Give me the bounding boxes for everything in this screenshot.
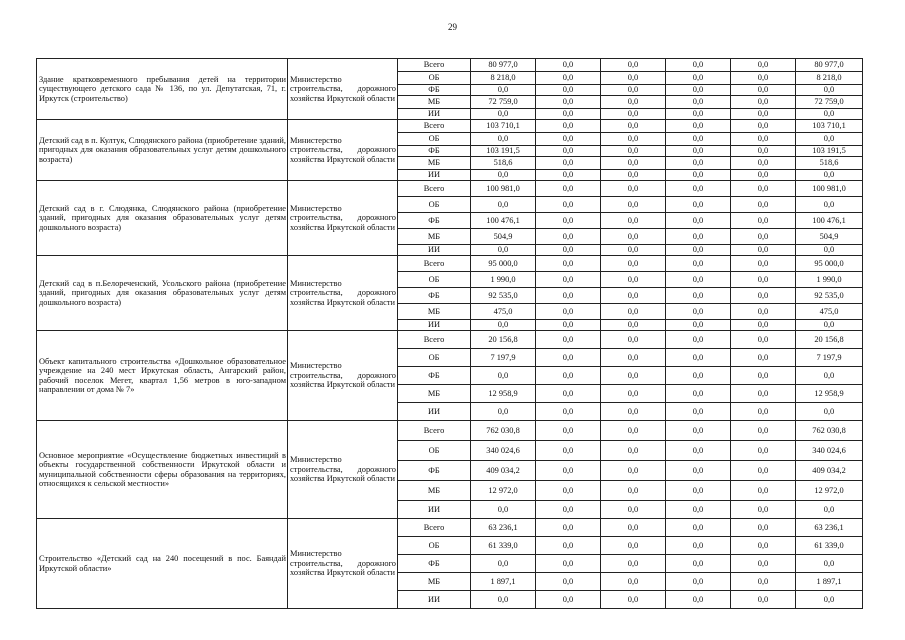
funding-source: МБ [398, 96, 471, 109]
value-cell: 0,0 [601, 213, 666, 229]
value-cell: 0,0 [731, 304, 796, 320]
value-cell: 0,0 [731, 349, 796, 367]
value-cell: 0,0 [536, 461, 601, 481]
value-cell: 7 197,9 [471, 349, 536, 367]
total-cell: 0,0 [796, 320, 863, 331]
value-cell: 0,0 [601, 304, 666, 320]
value-cell: 0,0 [471, 591, 536, 609]
value-cell: 0,0 [731, 385, 796, 403]
value-cell: 0,0 [666, 349, 731, 367]
value-cell: 92 535,0 [471, 288, 536, 304]
value-cell: 0,0 [471, 133, 536, 146]
value-cell: 0,0 [666, 555, 731, 573]
value-cell: 0,0 [731, 157, 796, 170]
value-cell: 100 476,1 [471, 213, 536, 229]
value-cell: 0,0 [666, 109, 731, 120]
value-cell: 0,0 [471, 501, 536, 519]
value-cell: 0,0 [731, 197, 796, 213]
measure-name: Детский сад в п. Култук, Слюдянского района (приобретение зданий, пригодных для оказания образовательных услуг детям дошкольного возраста) [37, 120, 288, 181]
value-cell: 0,0 [666, 519, 731, 537]
total-cell: 61 339,0 [796, 537, 863, 555]
value-cell: 0,0 [601, 181, 666, 197]
value-cell: 0,0 [731, 519, 796, 537]
value-cell: 0,0 [731, 501, 796, 519]
value-cell: 80 977,0 [471, 59, 536, 72]
funding-source: ИИ [398, 501, 471, 519]
funding-source: Всего [398, 120, 471, 133]
responsible-ministry: Министерство строительства, дорожного хозяйства Иркутской области [288, 519, 398, 609]
value-cell: 0,0 [731, 573, 796, 591]
funding-source: Всего [398, 331, 471, 349]
value-cell: 0,0 [666, 197, 731, 213]
value-cell: 0,0 [731, 59, 796, 72]
total-cell: 0,0 [796, 133, 863, 146]
total-cell: 12 958,9 [796, 385, 863, 403]
value-cell: 0,0 [601, 421, 666, 441]
funding-source: ФБ [398, 146, 471, 157]
funding-source: ОБ [398, 441, 471, 461]
value-cell: 0,0 [601, 197, 666, 213]
value-cell: 409 034,2 [471, 461, 536, 481]
value-cell: 0,0 [536, 385, 601, 403]
value-cell: 0,0 [666, 367, 731, 385]
value-cell: 0,0 [731, 320, 796, 331]
value-cell: 0,0 [601, 573, 666, 591]
value-cell: 0,0 [666, 441, 731, 461]
value-cell: 0,0 [666, 170, 731, 181]
total-cell: 518,6 [796, 157, 863, 170]
value-cell: 0,0 [731, 461, 796, 481]
total-cell: 8 218,0 [796, 72, 863, 85]
value-cell: 0,0 [536, 591, 601, 609]
value-cell: 0,0 [731, 170, 796, 181]
measure-name: Основное мероприятие «Осуществление бюджетных инвестиций в объекты государственной собственности Иркутской области и муниципальной собственности сферы образования на территориях, относящихся к сельской местности» [37, 421, 288, 519]
value-cell: 0,0 [666, 213, 731, 229]
value-cell: 0,0 [536, 146, 601, 157]
value-cell: 0,0 [601, 367, 666, 385]
value-cell: 0,0 [666, 385, 731, 403]
total-cell: 0,0 [796, 245, 863, 256]
total-cell: 1 990,0 [796, 272, 863, 288]
value-cell: 0,0 [666, 304, 731, 320]
value-cell: 0,0 [731, 133, 796, 146]
value-cell: 0,0 [536, 256, 601, 272]
value-cell: 0,0 [536, 59, 601, 72]
value-cell: 0,0 [601, 256, 666, 272]
value-cell: 0,0 [731, 109, 796, 120]
funding-source: ОБ [398, 197, 471, 213]
total-cell: 0,0 [796, 555, 863, 573]
funding-source: ФБ [398, 461, 471, 481]
funding-source: ИИ [398, 109, 471, 120]
value-cell: 0,0 [731, 481, 796, 501]
funding-source: ОБ [398, 72, 471, 85]
value-cell: 0,0 [731, 85, 796, 96]
value-cell: 63 236,1 [471, 519, 536, 537]
value-cell: 0,0 [666, 272, 731, 288]
funding-source: Всего [398, 519, 471, 537]
value-cell: 0,0 [536, 349, 601, 367]
value-cell: 0,0 [601, 461, 666, 481]
value-cell: 0,0 [536, 85, 601, 96]
value-cell: 0,0 [536, 331, 601, 349]
value-cell: 0,0 [601, 170, 666, 181]
total-cell: 80 977,0 [796, 59, 863, 72]
total-cell: 103 710,1 [796, 120, 863, 133]
value-cell: 0,0 [666, 59, 731, 72]
funding-source: ИИ [398, 245, 471, 256]
value-cell: 0,0 [536, 213, 601, 229]
value-cell: 0,0 [601, 229, 666, 245]
value-cell: 0,0 [471, 85, 536, 96]
total-cell: 409 034,2 [796, 461, 863, 481]
total-cell: 92 535,0 [796, 288, 863, 304]
total-cell: 0,0 [796, 170, 863, 181]
value-cell: 100 981,0 [471, 181, 536, 197]
value-cell: 0,0 [601, 403, 666, 421]
value-cell: 0,0 [601, 320, 666, 331]
value-cell: 0,0 [731, 555, 796, 573]
funding-table [36, 58, 863, 609]
value-cell: 0,0 [536, 304, 601, 320]
value-cell: 0,0 [666, 96, 731, 109]
value-cell: 0,0 [471, 109, 536, 120]
value-cell: 0,0 [601, 591, 666, 609]
funding-source: ИИ [398, 320, 471, 331]
responsible-ministry: Министерство строительства, дорожного хозяйства Иркутской области [288, 120, 398, 181]
funding-source: Всего [398, 421, 471, 441]
value-cell: 0,0 [536, 245, 601, 256]
funding-source: Всего [398, 181, 471, 197]
value-cell: 95 000,0 [471, 256, 536, 272]
funding-source: ОБ [398, 133, 471, 146]
total-cell: 100 476,1 [796, 213, 863, 229]
value-cell: 0,0 [471, 367, 536, 385]
total-cell: 475,0 [796, 304, 863, 320]
responsible-ministry: Министерство строительства, дорожного хозяйства Иркутской области [288, 256, 398, 331]
table-body [37, 59, 863, 609]
value-cell: 0,0 [536, 272, 601, 288]
total-cell: 20 156,8 [796, 331, 863, 349]
value-cell: 0,0 [536, 109, 601, 120]
value-cell: 72 759,0 [471, 96, 536, 109]
value-cell: 0,0 [666, 288, 731, 304]
value-cell: 1 897,1 [471, 573, 536, 591]
funding-source: ОБ [398, 272, 471, 288]
value-cell: 0,0 [666, 120, 731, 133]
value-cell: 0,0 [536, 288, 601, 304]
value-cell: 0,0 [731, 288, 796, 304]
value-cell: 0,0 [536, 519, 601, 537]
total-cell: 0,0 [796, 109, 863, 120]
value-cell: 518,6 [471, 157, 536, 170]
value-cell: 0,0 [536, 555, 601, 573]
value-cell: 0,0 [536, 197, 601, 213]
funding-source: ФБ [398, 367, 471, 385]
total-cell: 1 897,1 [796, 573, 863, 591]
measure-name: Здание кратковременного пребывания детей на территории существующего детского сада № 136, по ул. Депутатская, 71, г. Иркутск (строительство) [37, 59, 288, 120]
funding-source: МБ [398, 229, 471, 245]
value-cell: 340 024,6 [471, 441, 536, 461]
value-cell: 0,0 [536, 120, 601, 133]
funding-source: ФБ [398, 288, 471, 304]
total-cell: 0,0 [796, 501, 863, 519]
measure-name: Детский сад в г. Слюдянка, Слюдянского района (приобретение зданий, пригодных для оказания образовательных услуг детям дошкольного возраста) [37, 181, 288, 256]
funding-source: МБ [398, 481, 471, 501]
value-cell: 0,0 [601, 519, 666, 537]
value-cell: 20 156,8 [471, 331, 536, 349]
value-cell: 8 218,0 [471, 72, 536, 85]
value-cell: 0,0 [731, 181, 796, 197]
value-cell: 0,0 [536, 421, 601, 441]
value-cell: 0,0 [731, 367, 796, 385]
funding-source: МБ [398, 385, 471, 403]
value-cell: 61 339,0 [471, 537, 536, 555]
total-cell: 72 759,0 [796, 96, 863, 109]
total-cell: 0,0 [796, 85, 863, 96]
value-cell: 0,0 [731, 331, 796, 349]
value-cell: 0,0 [666, 331, 731, 349]
value-cell: 0,0 [601, 120, 666, 133]
funding-source: МБ [398, 157, 471, 170]
value-cell: 0,0 [536, 170, 601, 181]
value-cell: 0,0 [471, 170, 536, 181]
total-cell: 103 191,5 [796, 146, 863, 157]
value-cell: 504,9 [471, 229, 536, 245]
measure-name: Детский сад в п.Белореченский, Усольского района (приобретение зданий, пригодных для оказания образовательных услуг детям дошкольного возраста) [37, 256, 288, 331]
table-row [37, 421, 863, 441]
funding-source: ФБ [398, 555, 471, 573]
value-cell: 0,0 [536, 96, 601, 109]
value-cell: 0,0 [536, 573, 601, 591]
funding-source: МБ [398, 573, 471, 591]
value-cell: 0,0 [536, 403, 601, 421]
table-row [37, 256, 863, 272]
funding-source: Всего [398, 59, 471, 72]
funding-source: ОБ [398, 349, 471, 367]
value-cell: 0,0 [601, 133, 666, 146]
funding-source: ФБ [398, 213, 471, 229]
value-cell: 0,0 [536, 133, 601, 146]
value-cell: 0,0 [666, 245, 731, 256]
total-cell: 340 024,6 [796, 441, 863, 461]
value-cell: 0,0 [731, 256, 796, 272]
value-cell: 0,0 [731, 96, 796, 109]
value-cell: 0,0 [601, 555, 666, 573]
value-cell: 0,0 [731, 229, 796, 245]
total-cell: 0,0 [796, 403, 863, 421]
value-cell: 0,0 [666, 501, 731, 519]
table-row [37, 331, 863, 349]
total-cell: 7 197,9 [796, 349, 863, 367]
total-cell: 12 972,0 [796, 481, 863, 501]
funding-source: ИИ [398, 170, 471, 181]
value-cell: 0,0 [666, 133, 731, 146]
value-cell: 0,0 [731, 537, 796, 555]
value-cell: 0,0 [666, 481, 731, 501]
total-cell: 63 236,1 [796, 519, 863, 537]
value-cell: 0,0 [536, 441, 601, 461]
value-cell: 0,0 [666, 157, 731, 170]
funding-source: Всего [398, 256, 471, 272]
total-cell: 0,0 [796, 197, 863, 213]
total-cell: 0,0 [796, 367, 863, 385]
value-cell: 0,0 [471, 320, 536, 331]
value-cell: 0,0 [536, 72, 601, 85]
value-cell: 103 710,1 [471, 120, 536, 133]
value-cell: 0,0 [731, 441, 796, 461]
value-cell: 0,0 [731, 146, 796, 157]
value-cell: 0,0 [536, 320, 601, 331]
value-cell: 0,0 [601, 72, 666, 85]
value-cell: 0,0 [601, 501, 666, 519]
value-cell: 0,0 [601, 349, 666, 367]
value-cell: 0,0 [601, 146, 666, 157]
value-cell: 0,0 [601, 537, 666, 555]
total-cell: 504,9 [796, 229, 863, 245]
value-cell: 12 958,9 [471, 385, 536, 403]
value-cell: 0,0 [471, 197, 536, 213]
page-number: 29 [448, 22, 457, 32]
funding-source: ОБ [398, 537, 471, 555]
value-cell: 0,0 [666, 72, 731, 85]
value-cell: 0,0 [601, 85, 666, 96]
value-cell: 0,0 [601, 331, 666, 349]
funding-source: МБ [398, 304, 471, 320]
value-cell: 0,0 [666, 146, 731, 157]
value-cell: 0,0 [536, 501, 601, 519]
value-cell: 0,0 [731, 213, 796, 229]
total-cell: 762 030,8 [796, 421, 863, 441]
total-cell: 100 981,0 [796, 181, 863, 197]
value-cell: 0,0 [666, 591, 731, 609]
value-cell: 0,0 [601, 288, 666, 304]
value-cell: 0,0 [601, 109, 666, 120]
value-cell: 0,0 [471, 555, 536, 573]
measure-name: Объект капитального строительства «Дошкольное образовательное учреждение на 240 мест Иркутская область, Ангарский район, рабочий поселок Мегет, квартал 1,56 метров в юго-западном направлении от дома № 7» [37, 331, 288, 421]
value-cell: 0,0 [666, 85, 731, 96]
value-cell: 0,0 [666, 256, 731, 272]
value-cell: 475,0 [471, 304, 536, 320]
total-cell: 95 000,0 [796, 256, 863, 272]
value-cell: 0,0 [536, 181, 601, 197]
responsible-ministry: Министерство строительства, дорожного хозяйства Иркутской области [288, 331, 398, 421]
value-cell: 0,0 [536, 367, 601, 385]
value-cell: 0,0 [731, 272, 796, 288]
value-cell: 0,0 [601, 245, 666, 256]
value-cell: 0,0 [536, 537, 601, 555]
value-cell: 0,0 [536, 229, 601, 245]
value-cell: 0,0 [731, 403, 796, 421]
funding-source: ИИ [398, 403, 471, 421]
value-cell: 0,0 [731, 120, 796, 133]
table-row [37, 120, 863, 133]
value-cell: 0,0 [666, 537, 731, 555]
table-row [37, 181, 863, 197]
value-cell: 0,0 [666, 461, 731, 481]
value-cell: 1 990,0 [471, 272, 536, 288]
responsible-ministry: Министерство строительства, дорожного хозяйства Иркутской области [288, 59, 398, 120]
value-cell: 0,0 [536, 157, 601, 170]
value-cell: 0,0 [471, 245, 536, 256]
value-cell: 0,0 [731, 421, 796, 441]
value-cell: 0,0 [601, 59, 666, 72]
value-cell: 0,0 [666, 573, 731, 591]
value-cell: 103 191,5 [471, 146, 536, 157]
value-cell: 0,0 [666, 403, 731, 421]
funding-source: ФБ [398, 85, 471, 96]
value-cell: 0,0 [601, 96, 666, 109]
measure-name: Строительство «Детский сад на 240 посещений в пос. Баяндай Иркутской области» [37, 519, 288, 609]
responsible-ministry: Министерство строительства, дорожного хозяйства Иркутской области [288, 421, 398, 519]
value-cell: 0,0 [666, 421, 731, 441]
value-cell: 12 972,0 [471, 481, 536, 501]
value-cell: 0,0 [471, 403, 536, 421]
value-cell: 0,0 [731, 245, 796, 256]
value-cell: 0,0 [731, 72, 796, 85]
value-cell: 762 030,8 [471, 421, 536, 441]
value-cell: 0,0 [601, 272, 666, 288]
value-cell: 0,0 [601, 441, 666, 461]
value-cell: 0,0 [536, 481, 601, 501]
value-cell: 0,0 [601, 157, 666, 170]
responsible-ministry: Министерство строительства, дорожного хозяйства Иркутской области [288, 181, 398, 256]
value-cell: 0,0 [666, 320, 731, 331]
value-cell: 0,0 [731, 591, 796, 609]
value-cell: 0,0 [601, 481, 666, 501]
total-cell: 0,0 [796, 591, 863, 609]
value-cell: 0,0 [666, 181, 731, 197]
value-cell: 0,0 [601, 385, 666, 403]
funding-source: ИИ [398, 591, 471, 609]
table-row [37, 59, 863, 72]
value-cell: 0,0 [666, 229, 731, 245]
table-row [37, 519, 863, 537]
